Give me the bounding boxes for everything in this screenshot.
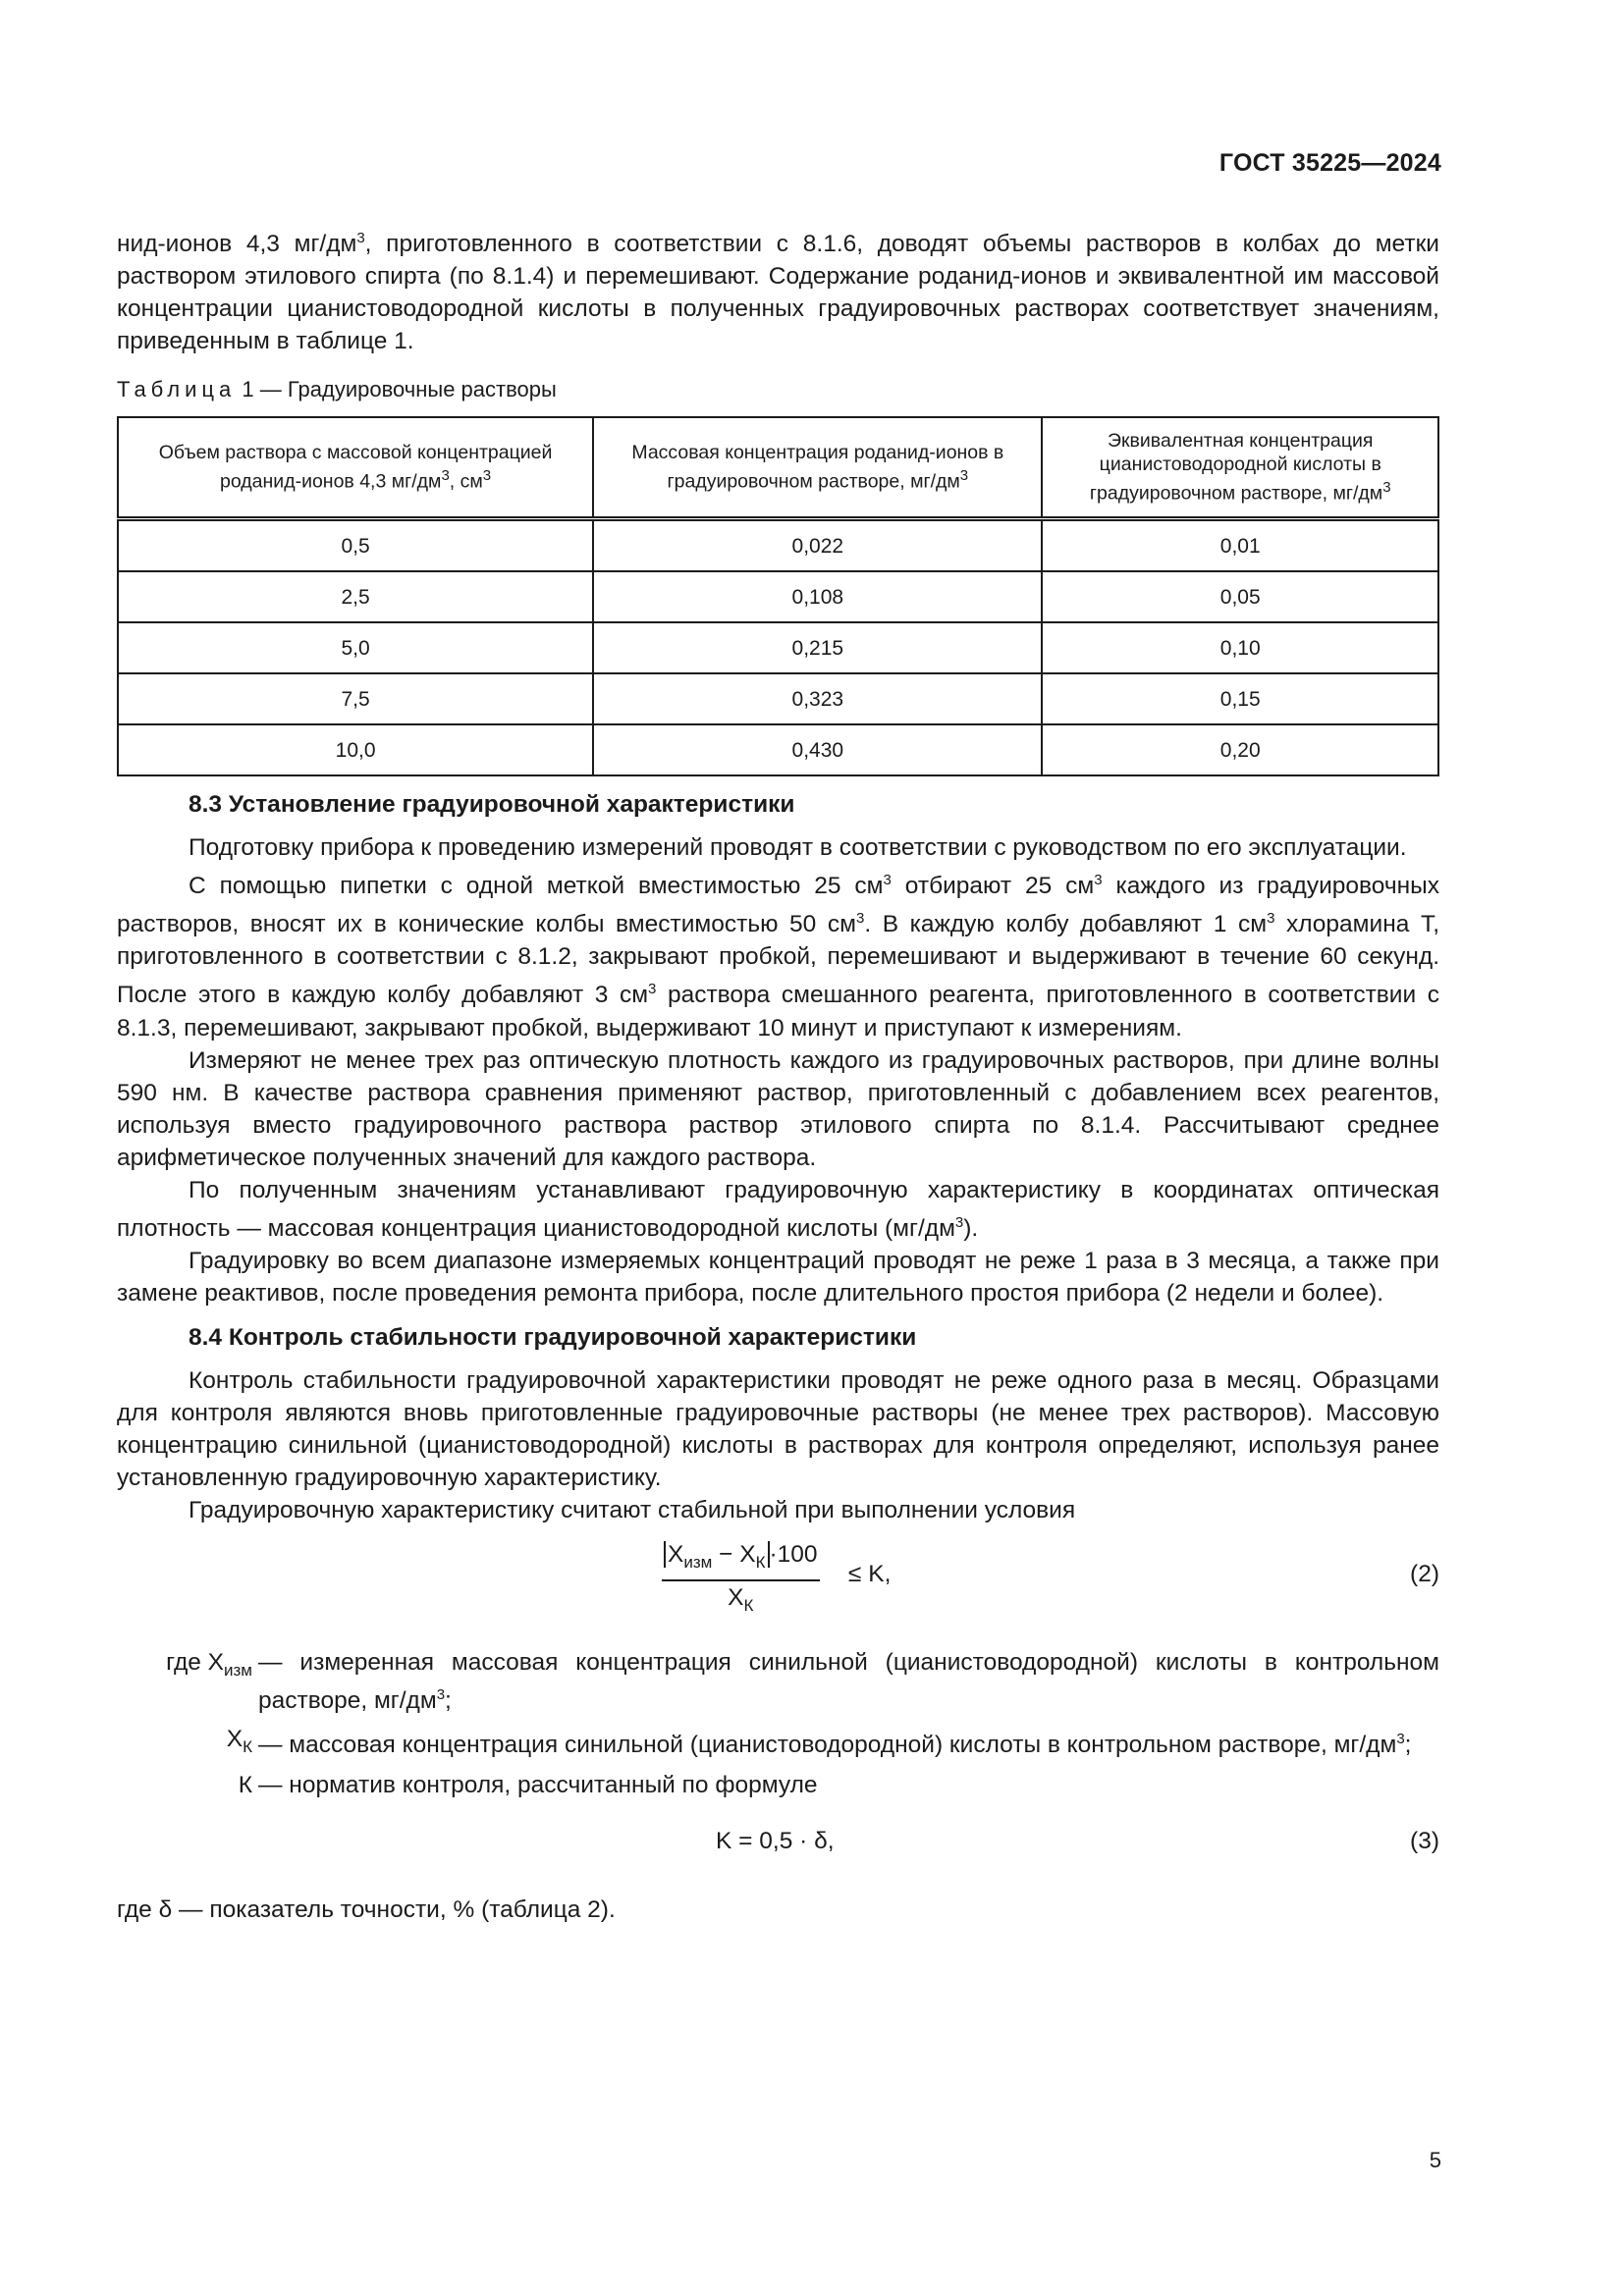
text: ;: [445, 1686, 452, 1714]
definitions: [117, 1646, 1439, 1801]
paragraph: [117, 1174, 1439, 1245]
formula-denominator: [728, 1581, 753, 1621]
term: К: [238, 1771, 252, 1798]
table-cell: 0,022: [593, 519, 1042, 572]
definition-text: [258, 1769, 1439, 1801]
text: ).: [963, 1214, 979, 1242]
intro-sup: 3: [356, 230, 365, 246]
table-cell: 0,430: [593, 724, 1042, 775]
table-header-cell: [1042, 417, 1438, 519]
text: — массовая концентрация синильной (цианистоводородной) кислоты в контрольном растворе, мг/дм: [258, 1732, 1397, 1759]
sup: 3: [883, 872, 892, 889]
table-cell: 0,05: [1042, 571, 1438, 622]
table-row: [118, 571, 1438, 622]
sub: К: [243, 1736, 252, 1756]
sub: изм: [683, 1552, 713, 1572]
formula-fraction: [662, 1540, 820, 1621]
text: отбирают 25 см: [891, 873, 1095, 900]
minus: −: [712, 1540, 740, 1568]
table-cell: 0,323: [593, 673, 1042, 724]
table-header-cell: [593, 417, 1042, 519]
table-cell: 10,0: [118, 724, 593, 775]
definition-row: [117, 1723, 1439, 1763]
table-caption-title: 1 — Градуировочные растворы: [236, 377, 557, 402]
definition-term: [117, 1723, 252, 1763]
text: — измеренная массовая концентрация синильной (цианистоводородной) кислоты в контрольном растворе, мг/дм: [258, 1648, 1439, 1714]
definition-row: [117, 1769, 1439, 1801]
header-sup: 3: [1382, 479, 1391, 497]
header-sup: 3: [441, 467, 450, 485]
sub: К: [755, 1552, 766, 1572]
var-x: X: [728, 1583, 744, 1611]
table-header-cell: [118, 417, 593, 519]
definition-term: [117, 1646, 252, 1717]
section-heading-8-4: 8.4 Контроль стабильности градуировочной характеристики: [189, 1323, 917, 1351]
text: . В каждую колбу добавляют 1 см: [864, 911, 1268, 938]
equation-number: (2): [1410, 1560, 1439, 1587]
intro-text-a: нид-ионов 4,3 мг/дм: [117, 231, 357, 258]
formula-3-expression: K = 0,5 · δ,: [716, 1827, 835, 1854]
sub: К: [743, 1595, 754, 1615]
document-header: ГОСТ 35225—2024: [1218, 149, 1441, 177]
abs-value: [664, 1540, 770, 1572]
calibration-table: [117, 416, 1439, 776]
term: X: [226, 1725, 244, 1752]
table-cell: 5,0: [118, 622, 593, 673]
text: каждого из градуировочных растворов, вносят их в конические колбы вместимостью 50 см: [117, 873, 1439, 938]
term: где X: [166, 1648, 225, 1676]
header-text: Массовая концентрация роданид-ионов в градуировочном растворе, мг/дм: [631, 442, 1004, 493]
paragraph: Градуировку во всем диапазоне измеряемых концентраций проводят не реже 1 раза в 3 месяца, а также при замене реактивов, после проведения ремонта прибора, после длительного простоя прибора (2 недели и более).: [117, 1247, 1439, 1307]
var-x: X: [668, 1540, 684, 1568]
header-text: Эквивалентная концентрация цианистоводородной кислоты в градуировочном растворе, мг/дм: [1089, 430, 1383, 505]
text: С помощью пипетки с одной меткой вместимостью 25 см: [189, 873, 884, 900]
table-row: [118, 724, 1438, 775]
sup: 3: [436, 1685, 446, 1703]
table-caption-label: Таблица: [117, 377, 237, 402]
table-cell: 7,5: [118, 673, 593, 724]
page-content: [117, 222, 1439, 1926]
header-tail: , см: [449, 470, 483, 493]
definition-text: [258, 1646, 1439, 1717]
sup: 3: [1267, 910, 1275, 928]
table-cell: 0,20: [1042, 724, 1438, 775]
table-row: [118, 622, 1438, 673]
table-cell: 0,01: [1042, 519, 1438, 572]
header-sup: 3: [959, 467, 969, 485]
intro-paragraph: [117, 222, 1439, 357]
paragraph: Измеряют не менее трех раз оптическую плотность каждого из градуировочных растворов, при длине волны 590 нм. В качестве раствора сравнения применяют раствор, приготовленный с добавлением всех реагентов, используя вместо градуировочного раствора раствор этилового спирта по 8.1.4. Рассчитывают среднее арифметическое полученных значений для каждого раствора.: [117, 1046, 1439, 1171]
text: По полученным значениям устанавливают градуировочную характеристику в координатах оптическая плотность — массовая концентрация цианистоводородной кислоты (мг/дм: [117, 1176, 1439, 1242]
definition-text: [258, 1723, 1439, 1763]
header-text: Объем раствора с массовой концентрацией роданид-ионов 4,3 мг/дм: [158, 442, 553, 493]
definition-term: [117, 1769, 252, 1801]
formula-comparison: ≤ K,: [848, 1560, 892, 1587]
table-cell: 0,215: [593, 622, 1042, 673]
text: раствора смешанного реагента, приготовленного в соответствии с 8.1.3, перемешивают, закрывают пробкой, выдерживают 10 минут и приступают к измерениям.: [117, 982, 1439, 1041]
definition-row: [117, 1646, 1439, 1717]
equation-number: (3): [1410, 1827, 1439, 1854]
table-caption: [117, 375, 1439, 404]
formula-2: [117, 1540, 1439, 1619]
sup: 3: [1396, 1730, 1405, 1747]
formula-3: [117, 1819, 1439, 1874]
paragraph: [117, 864, 1439, 1043]
sup: 3: [1094, 872, 1103, 889]
table-cell: 2,5: [118, 571, 593, 622]
table-header-row: [118, 417, 1438, 519]
intro-text-b: , приготовленного в соответствии с 8.1.6, доводят объемы растворов в колбах до метки раствором этилового спирта (по 8.1.4) и перемешивают. Содержание роданид-ионов и эквивалентной им массовой концентрации цианистоводородной кислоты в полученных градуировочных растворах соответствует значениям, приведенным в таблице 1.: [117, 231, 1439, 355]
text: — норматив контроля, рассчитанный по формуле: [258, 1771, 818, 1798]
sub: изм: [224, 1660, 252, 1680]
table-cell: 0,10: [1042, 622, 1438, 673]
formula-numerator: [662, 1540, 820, 1581]
sup: 3: [855, 910, 865, 928]
text: ;: [1404, 1732, 1412, 1759]
page-number: 5: [1429, 2148, 1441, 2172]
paragraph: Контроль стабильности градуировочной характеристики проводят не реже одного раза в месяц. Образцами для контроля являются вновь приготовленные градуировочные растворы (не менее трех растворов). Массовую концентрацию синильной (цианистоводородной) кислоты в растворах для контроля определяют, используя ранее установленную градуировочную характеристику.: [117, 1366, 1439, 1491]
delta-definition: где δ — показатель точности, % (таблица 2).: [117, 1896, 616, 1923]
table-row: [118, 673, 1438, 724]
paragraph: Градуировочную характеристику считают стабильной при выполнении условия: [189, 1496, 1076, 1523]
mult-100: ·100: [769, 1540, 818, 1568]
sup: 3: [954, 1213, 964, 1231]
table-cell: 0,5: [118, 519, 593, 572]
table-row: [118, 519, 1438, 572]
table-cell: 0,15: [1042, 673, 1438, 724]
paragraph: Подготовку прибора к проведению измерений проводят в соответствии с руководством по его эксплуатации.: [189, 834, 1407, 862]
section-heading-8-3: 8.3 Установление градуировочной характеристики: [189, 791, 795, 819]
var-x: X: [739, 1540, 756, 1568]
table-cell: 0,108: [593, 571, 1042, 622]
text: хлорамина Т, приготовленного в соответствии с 8.1.2, закрывают пробкой, перемешивают и выдерживают в течение 60 секунд. После этого в каждую колбу добавляют 3 см: [117, 911, 1440, 1009]
header-sup: 3: [482, 467, 492, 485]
sup: 3: [648, 981, 657, 998]
